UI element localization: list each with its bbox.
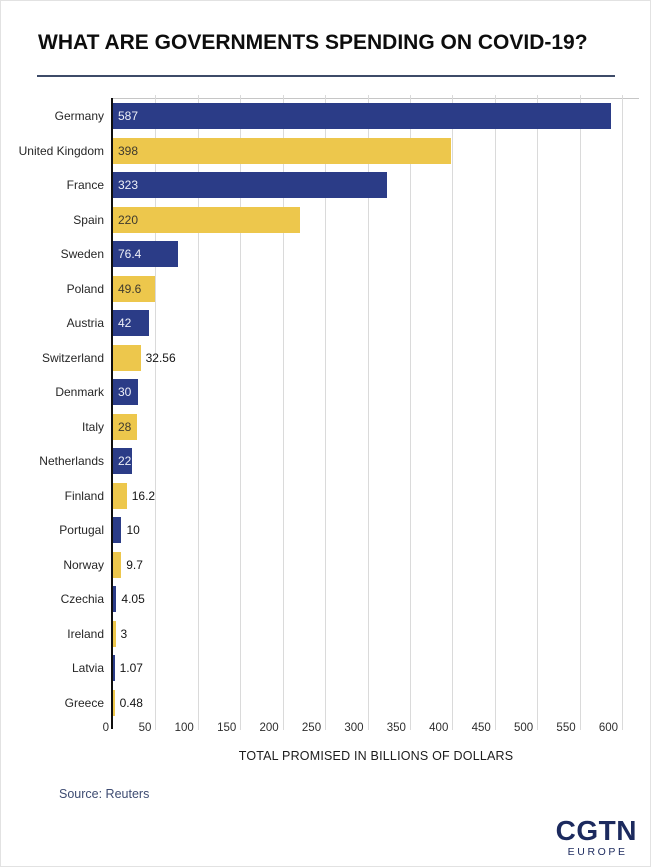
bar-row — [54, 99, 639, 134]
country-label: Netherlands — [39, 454, 104, 468]
x-tick-label: 300 — [344, 722, 364, 734]
bar-row — [60, 582, 639, 617]
x-tick-label: 200 — [259, 722, 279, 734]
brand-logo — [556, 817, 637, 858]
bar-value-label: 1.07 — [119, 661, 143, 675]
bar-row — [81, 410, 639, 445]
country-label: Austria — [66, 316, 104, 330]
bar-value-label: 220 — [118, 212, 139, 227]
bar-value-label: 323 — [118, 178, 139, 192]
logo-cgtn-text: CGTN — [555, 815, 637, 846]
country-label: Norway — [63, 557, 104, 572]
y-axis-line — [111, 98, 113, 729]
bar — [113, 690, 115, 716]
bar-value-label: 3 — [120, 626, 128, 641]
bar-value-label: 587 — [118, 109, 139, 123]
bar-value-label: 32.56 — [145, 350, 176, 365]
bar-value-label: 4.05 — [121, 592, 145, 606]
country-label: Switzerland — [41, 350, 104, 365]
country-label: Greece — [64, 695, 104, 710]
x-tick-label: 350 — [386, 722, 406, 734]
country-label: Latvia — [71, 661, 104, 675]
plot-area — [18, 98, 639, 720]
bar-value-label: 398 — [118, 143, 139, 158]
bar-row — [55, 375, 639, 410]
country-label: Ireland — [67, 626, 104, 641]
bar-row — [66, 272, 639, 307]
country-label: Italy — [81, 419, 104, 434]
bar-row — [73, 203, 639, 238]
bar-value-label: 16.2 — [131, 488, 156, 503]
x-tick-label: 150 — [217, 722, 237, 734]
bar-row — [39, 444, 639, 479]
bar-row — [41, 341, 639, 376]
bar-row — [64, 479, 639, 514]
bar — [113, 586, 116, 612]
logo-europe-text: EUROPE — [567, 846, 628, 858]
bar-row — [71, 651, 639, 686]
bar — [113, 655, 115, 681]
bar — [113, 172, 387, 198]
country-label: Sweden — [60, 247, 104, 261]
bar — [113, 207, 300, 233]
x-tick-label: 500 — [514, 722, 534, 734]
bar-row — [18, 134, 639, 169]
bar-row — [60, 237, 639, 272]
x-tick-label: 550 — [556, 722, 576, 734]
x-axis-title: TOTAL PROMISED IN BILLIONS OF DOLLARS — [238, 749, 514, 763]
page-title: WHAT ARE GOVERNMENTS SPENDING ON COVID-19? — [38, 31, 588, 54]
bar — [113, 517, 121, 543]
bar-value-label: 0.48 — [119, 695, 143, 710]
x-tick-label: 400 — [429, 722, 449, 734]
bar — [113, 483, 127, 509]
country-label: Poland — [66, 281, 104, 296]
country-label: Spain — [73, 212, 104, 227]
x-tick-label: 250 — [301, 722, 322, 734]
country-label: Finland — [64, 488, 104, 503]
bar — [113, 138, 451, 164]
bar-value-label: 22 — [118, 454, 132, 468]
bar — [113, 621, 116, 647]
x-axis-ticks — [102, 720, 639, 740]
bar-row — [59, 513, 639, 548]
bar-value-label: 30 — [118, 385, 132, 399]
bar — [113, 552, 121, 578]
x-tick-label: 50 — [138, 722, 152, 734]
country-label: United Kingdom — [18, 143, 104, 158]
bar-value-label: 76.4 — [118, 247, 142, 261]
bar-value-label: 42 — [118, 316, 132, 330]
source-text: Source: Reuters — [59, 787, 150, 801]
bar-value-label: 9.7 — [126, 557, 143, 572]
x-tick-label: 100 — [174, 722, 194, 734]
bar — [113, 103, 611, 129]
bar-value-label: 49.6 — [118, 281, 142, 296]
bar-row — [66, 306, 639, 341]
country-label: Czechia — [60, 592, 104, 606]
bar-row — [64, 686, 639, 721]
bar-row — [67, 617, 639, 652]
country-label: Portugal — [59, 523, 104, 537]
country-label: Germany — [54, 109, 104, 123]
bar-value-label: 10 — [126, 523, 140, 537]
x-tick-label: 0 — [102, 722, 109, 734]
bar — [113, 345, 141, 371]
country-label: France — [66, 178, 104, 192]
x-tick-label: 600 — [598, 722, 619, 734]
bar-value-label: 28 — [118, 419, 132, 434]
x-tick-label: 450 — [471, 722, 491, 734]
bar-row — [66, 168, 639, 203]
title-divider — [37, 75, 615, 77]
country-label: Denmark — [55, 385, 104, 399]
bar-row — [63, 548, 639, 583]
